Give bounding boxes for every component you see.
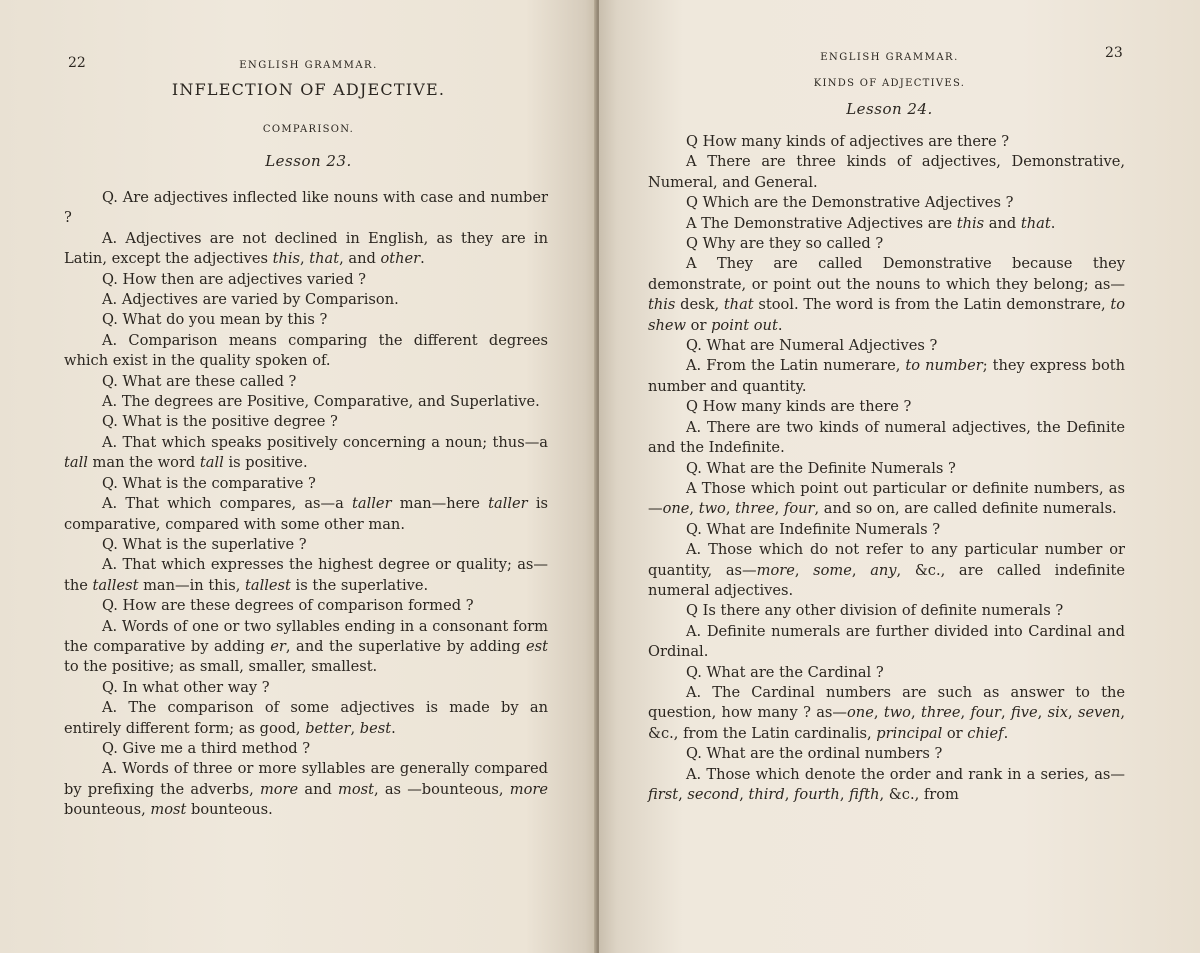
right-page: [599, 0, 1200, 953]
answer-paragraph: A. Adjectives are not declined in English, as they are in Latin, except the adjectives this, that, and other.: [64, 229, 548, 268]
answer-paragraph: A. That which expresses the highest degree or quality; as—the tallest man—in this, tallest is the superlative.: [64, 556, 548, 594]
page-number: 23: [1105, 45, 1123, 61]
left-page: [0, 0, 597, 953]
question-paragraph: Q. What do you mean by this ?: [102, 311, 328, 329]
answer-paragraph: A. Those which do not refer to any particular number or quantity, as—more, some, any, &c., are called indefinite numeral adjectives.: [648, 541, 1126, 599]
lesson-text: [648, 132, 1125, 805]
answer-paragraph: A. There are two kinds of numeral adjectives, the Definite and the Indefinite.: [648, 418, 1125, 457]
question-paragraph: Q. How then are adjectives varied ?: [102, 270, 366, 288]
answer-paragraph: A The Demonstrative Adjectives are this and that.: [686, 214, 1056, 232]
running-head: ENGLISH GRAMMAR.: [239, 60, 378, 71]
running-head: ENGLISH GRAMMAR.: [820, 52, 959, 63]
answer-paragraph: A. Words of three or more syllables are generally compared by prefixing the adverbs, more and most, as —bounteous, more bounteous, most bounteous.: [64, 760, 548, 819]
answer-paragraph: A. Comparison means comparing the different degrees which exist in the quality spoken of.: [64, 331, 548, 370]
answer-paragraph: A Those which point out particular or definite numbers, as—one, two, three, four, and so on, are called definite numerals.: [648, 479, 1125, 518]
question-paragraph: Q. What are the Definite Numerals ?: [686, 459, 956, 477]
question-paragraph: Q. What are these called ?: [102, 372, 297, 390]
section-subtitle: COMPARISON.: [262, 124, 355, 135]
question-paragraph: Q. Are adjectives inflected like nouns with case and number ?: [64, 189, 548, 227]
answer-paragraph: A. That which speaks positively concerning a noun; thus—a tall man the word tall is positive.: [64, 433, 548, 472]
answer-paragraph: A. From the Latin numerare, to number; they express both number and quantity.: [648, 357, 1125, 395]
question-paragraph: Q How many kinds are there ?: [686, 398, 912, 416]
question-paragraph: Q. What are Numeral Adjectives ?: [686, 337, 938, 355]
answer-paragraph: A. The comparison of some adjectives is made by an entirely different form; as good, better, best.: [64, 699, 548, 737]
chapter-title: KINDS OF ADJECTIVES.: [813, 78, 966, 89]
lesson-text: [64, 188, 548, 821]
page-number: 22: [68, 55, 86, 71]
answer-paragraph: A. That which compares, as—a taller man—here taller is comparative, compared with some other man.: [64, 495, 548, 533]
answer-paragraph: A. Words of one or two syllables ending in a consonant form the comparative by adding er, and the superlative by adding est to the positive; as small, smaller, smallest.: [64, 617, 548, 676]
question-paragraph: Q Which are the Demonstrative Adjectives ?: [686, 194, 1014, 212]
question-paragraph: Q. What are Indefinite Numerals ?: [686, 520, 941, 538]
question-paragraph: Q How many kinds of adjectives are there ?: [686, 133, 1010, 150]
question-paragraph: Q. What is the positive degree ?: [102, 413, 338, 431]
answer-paragraph: A There are three kinds of adjectives, Demonstrative, Numeral, and General.: [648, 153, 1125, 191]
answer-paragraph: A. The degrees are Positive, Comparative, and Superlative.: [102, 393, 540, 411]
question-paragraph: Q Is there any other division of definite numerals ?: [686, 602, 1064, 620]
chapter-title: INFLECTION OF ADJECTIVE.: [171, 80, 446, 99]
answer-paragraph: A They are called Demonstrative because they demonstrate, or point out the nouns to which they belong; as—this desk, that stool. The word is from the Latin demonstrare, to shew or point out.: [648, 255, 1126, 334]
question-paragraph: Q. In what other way ?: [102, 678, 270, 696]
question-paragraph: Q. What are the Cardinal ?: [686, 663, 884, 681]
question-paragraph: Q. How are these degrees of comparison formed ?: [102, 597, 474, 615]
answer-paragraph: A. Those which denote the order and rank in a series, as—first, second, third, fourth, fifth, &c., from: [648, 765, 1125, 803]
lesson-heading: Lesson 24.: [846, 100, 933, 118]
answer-paragraph: A. The Cardinal numbers are such as answer to the question, how many ? as—one, two, three, four, five, six, seven, &c., from the Latin cardinalis, principal or chief.: [648, 683, 1126, 742]
lesson-heading: Lesson 23.: [265, 152, 352, 170]
answer-paragraph: A. Adjectives are varied by Comparison.: [102, 291, 399, 309]
question-paragraph: Q. What is the superlative ?: [102, 535, 307, 553]
answer-paragraph: A. Definite numerals are further divided into Cardinal and Ordinal.: [648, 622, 1125, 661]
question-paragraph: Q Why are they so called ?: [686, 235, 884, 253]
question-paragraph: Q. What is the comparative ?: [102, 474, 316, 492]
question-paragraph: Q. Give me a third method ?: [102, 739, 311, 757]
question-paragraph: Q. What are the ordinal numbers ?: [686, 745, 943, 763]
